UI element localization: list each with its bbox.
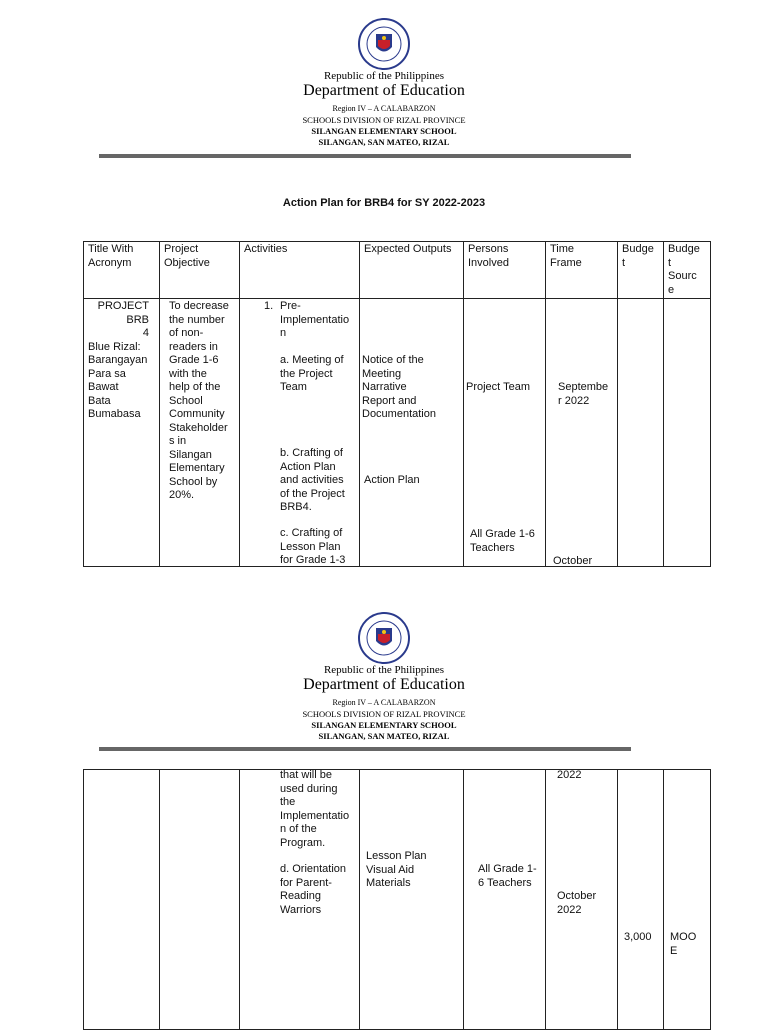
cell-outputs	[360, 299, 464, 567]
activity-orientation: d. Orientation for Parent- Reading Warriors	[280, 863, 347, 916]
cell-objective	[160, 770, 240, 1030]
republic-line: Republic of the Philippines	[323, 664, 445, 676]
activity-meeting: a. Meeting of the Project Team	[280, 354, 344, 393]
time-october: October	[553, 555, 593, 567]
activity-number: 1.	[264, 300, 274, 312]
cell-persons	[464, 770, 546, 1030]
activity-crafting-plan: b. Crafting of Action Plan and activities of the Project BRB4.	[280, 447, 345, 513]
cell-activities	[240, 299, 360, 567]
activity-pre-implementation: Pre- Implementatio n	[280, 300, 350, 339]
department-title: Department of Education	[303, 676, 465, 693]
cell-timeframe	[546, 770, 618, 1030]
region-line: Region IV – A CALABARZON	[332, 104, 436, 113]
cell-persons	[464, 299, 546, 567]
persons-project-team: Project Team	[466, 381, 530, 393]
cell-activities	[240, 770, 360, 1030]
deped-seal-icon	[358, 612, 410, 664]
school-address: SILANGAN, SAN MATEO, RIZAL	[318, 731, 450, 741]
plan-title: Action Plan for BRB4 for SY 2022-2023	[282, 197, 486, 209]
table-row	[84, 299, 711, 567]
cell-timeframe	[546, 299, 618, 567]
header-activities: Activities	[240, 242, 360, 299]
republic-line: Republic of the Philippines	[323, 70, 445, 82]
cell-title	[84, 770, 160, 1030]
header-persons: Persons Involved	[464, 242, 546, 299]
table-row	[84, 770, 711, 1030]
deped-seal-icon	[358, 18, 410, 70]
project-code: PROJECT BRB 4	[97, 300, 149, 339]
division-line: SCHOOLS DIVISION OF RIZAL PROVINCE	[302, 115, 466, 125]
cell-budget	[618, 299, 664, 567]
persons-teachers: All Grade 1- 6 Teachers	[478, 863, 537, 889]
department-title: Department of Education	[303, 82, 465, 99]
output-action-plan: Action Plan	[364, 474, 420, 486]
output-lesson-plan: Lesson Plan Visual Aid Materials	[366, 850, 427, 889]
cell-source	[664, 299, 711, 567]
school-name: SILANGAN ELEMENTARY SCHOOL	[311, 126, 457, 136]
table-header-row	[84, 242, 711, 299]
cell-outputs	[360, 770, 464, 1030]
time-september: Septembe r 2022	[558, 381, 609, 407]
activity-continued: that will be used during the Implementatio n of the Program.	[280, 769, 350, 849]
region-line: Region IV – A CALABARZON	[332, 698, 436, 707]
activity-crafting-lesson: c. Crafting of Lesson Plan for Grade 1-3	[280, 527, 346, 566]
header-divider	[99, 747, 631, 751]
persons-teachers: All Grade 1-6 Teachers	[470, 528, 535, 554]
budget-source: MOO E	[670, 931, 697, 957]
header-objective: Project Objective	[160, 242, 240, 299]
time-october-2022: October 2022	[557, 890, 597, 916]
header-divider	[99, 154, 631, 158]
header-title: Title With Acronym	[84, 242, 160, 299]
cell-title	[84, 299, 160, 567]
output-meeting: Notice of the Meeting Narrative Report and Documentation	[362, 354, 436, 420]
division-line: SCHOOLS DIVISION OF RIZAL PROVINCE	[302, 709, 466, 719]
cell-source	[664, 770, 711, 1030]
cell-objective: To decrease the number of non- readers in Grade 1-6 with the help of the School Community Stakeholder s in Silangan Elementary School by 20%.	[160, 299, 240, 567]
project-name: Blue Rizal: Barangayan Para sa Bawat Bata Bumabasa	[88, 340, 148, 420]
header-budget: Budge t	[618, 242, 664, 299]
header-outputs: Expected Outputs	[360, 242, 464, 299]
action-plan-table-continued	[83, 769, 711, 1030]
budget-amount: 3,000	[624, 931, 652, 943]
time-2022: 2022	[557, 769, 582, 781]
header-source: Budge t Sourc e	[664, 242, 711, 299]
school-name: SILANGAN ELEMENTARY SCHOOL	[311, 720, 457, 730]
school-address: SILANGAN, SAN MATEO, RIZAL	[318, 137, 450, 147]
header-timeframe: Time Frame	[546, 242, 618, 299]
action-plan-table	[83, 241, 711, 567]
cell-budget	[618, 770, 664, 1030]
